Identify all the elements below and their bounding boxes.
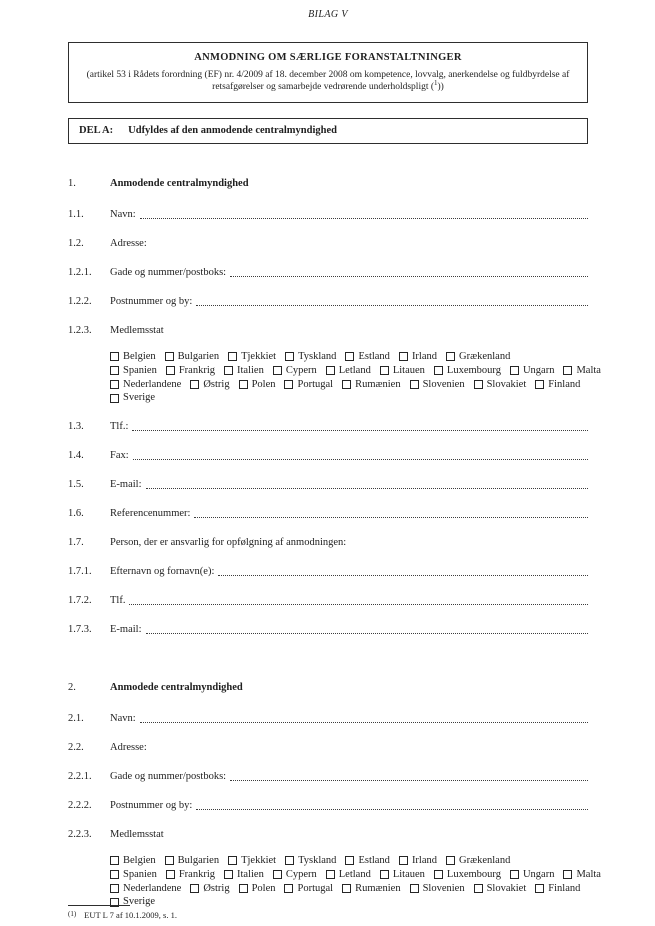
member-state-option[interactable]: [110, 882, 181, 896]
member-state-option[interactable]: [342, 378, 401, 392]
member-state-option[interactable]: [380, 364, 425, 378]
member-state-label: Spanien: [123, 364, 157, 376]
member-state-option[interactable]: [535, 378, 580, 392]
field-label: Postnummer og by:: [110, 800, 193, 811]
field-number: 1.2.1.: [68, 267, 92, 278]
checkbox-icon: [342, 884, 351, 893]
checkbox-icon: [410, 884, 419, 893]
member-state-option[interactable]: [474, 882, 527, 896]
field-number: 1.3.: [68, 421, 84, 432]
member-state-option[interactable]: [273, 364, 317, 378]
member-state-label: Grækenland: [459, 351, 511, 362]
form-field-row: [68, 828, 588, 841]
part-a-label: DEL A:: [79, 125, 114, 136]
checkbox-icon: [399, 352, 408, 361]
member-state-label: Tyskland: [298, 855, 337, 866]
field-number: 1.1.: [68, 209, 84, 220]
member-state-option[interactable]: [326, 868, 371, 882]
member-state-option[interactable]: [224, 868, 264, 882]
checkbox-icon: [434, 366, 443, 375]
member-state-option[interactable]: [563, 868, 601, 882]
checkbox-icon: [434, 870, 443, 879]
member-state-label: Tyskland: [298, 351, 337, 362]
checkbox-icon: [326, 870, 335, 879]
part-a-instruction: Udfyldes af den anmodende centralmyndighed: [128, 125, 337, 136]
checkbox-icon: [380, 870, 389, 879]
member-state-option[interactable]: [228, 350, 276, 364]
checkbox-line: [110, 350, 588, 364]
member-state-label: Polen: [251, 882, 276, 894]
field-number: 1.4.: [68, 450, 84, 461]
field-label: Tlf.:: [110, 421, 129, 432]
field-label: E-mail:: [110, 479, 142, 490]
dotted-entry-field: [129, 604, 588, 605]
form-field-row: [68, 623, 588, 636]
form-title: ANMODNING OM SÆRLIGE FORANSTALTNINGER: [194, 52, 462, 63]
field-label: E-mail:: [110, 624, 142, 635]
checkbox-icon: [380, 366, 389, 375]
checkbox-icon: [110, 366, 119, 375]
member-state-option[interactable]: [563, 364, 601, 378]
field-number: 1.7.1.: [68, 566, 92, 577]
member-state-option[interactable]: [535, 882, 580, 896]
dotted-entry-field: [218, 575, 588, 576]
checkbox-icon: [510, 366, 519, 375]
member-state-label: Malta: [576, 868, 601, 880]
checkbox-icon: [166, 870, 175, 879]
member-state-label: Østrig: [203, 882, 230, 894]
part-a-box: [68, 118, 588, 144]
checkbox-icon: [510, 870, 519, 879]
member-state-label: Italien: [237, 364, 264, 376]
form-title-box: [68, 42, 588, 103]
member-state-label: Belgien: [123, 351, 156, 362]
member-state-label: Luxembourg: [446, 868, 501, 880]
member-state-option[interactable]: [110, 350, 156, 364]
field-number: 1.2.3.: [68, 325, 92, 336]
field-label: Efternavn og fornavn(e):: [110, 566, 215, 577]
checkbox-icon: [446, 352, 455, 361]
field-number: 1.7.3.: [68, 624, 92, 635]
field-number: 2.2.3.: [68, 829, 92, 840]
member-state-option[interactable]: [166, 364, 215, 378]
member-state-option[interactable]: [474, 378, 527, 392]
member-state-label: Slovakiet: [486, 378, 527, 390]
member-state-option[interactable]: [342, 882, 401, 896]
member-state-option[interactable]: [166, 868, 215, 882]
checkbox-icon: [273, 366, 282, 375]
member-state-label: Cypern: [285, 364, 317, 376]
dotted-entry-field: [196, 809, 588, 810]
footnote: [68, 905, 588, 921]
dotted-entry-field: [132, 430, 588, 431]
member-state-label: Irland: [411, 351, 438, 362]
field-label: Person, der er ansvarlig for opfølgning af anmodningen:: [110, 537, 347, 548]
checkbox-line: [110, 364, 601, 378]
section-number: 1.: [68, 178, 76, 189]
checkbox-icon: [535, 884, 544, 893]
member-state-option[interactable]: [380, 868, 425, 882]
member-state-label: Ungarn: [522, 364, 555, 376]
checkbox-icon: [110, 394, 119, 403]
member-state-option[interactable]: [239, 882, 276, 896]
form-field-row: [68, 741, 588, 754]
field-number: 1.2.2.: [68, 296, 92, 307]
member-state-label: Frankrig: [178, 868, 215, 880]
member-state-label: Irland: [411, 855, 438, 866]
member-state-label: Frankrig: [178, 364, 215, 376]
member-state-label: Slovenien: [422, 882, 465, 894]
member-state-label: Tjekkiet: [241, 351, 277, 362]
member-state-label: Italien: [237, 868, 264, 880]
section-heading: [68, 681, 588, 694]
member-state-label: Rumænien: [355, 882, 401, 894]
form-field-row: [68, 324, 588, 337]
checkbox-icon: [190, 884, 199, 893]
member-state-option[interactable]: [165, 350, 219, 364]
member-state-option[interactable]: [110, 854, 156, 868]
field-number: 2.2.1.: [68, 771, 92, 782]
member-state-option[interactable]: [110, 868, 157, 882]
checkbox-line: [110, 391, 588, 405]
checkbox-icon: [110, 856, 119, 865]
member-state-option[interactable]: [285, 854, 336, 868]
checkbox-icon: [110, 884, 119, 893]
form-field-row: [68, 712, 588, 725]
checkbox-icon: [285, 856, 294, 865]
dotted-entry-field: [133, 459, 588, 460]
field-label: Gade og nummer/postboks:: [110, 771, 227, 782]
member-state-label: Østrig: [203, 378, 230, 390]
checkbox-icon: [410, 380, 419, 389]
member-state-label: Portugal: [297, 882, 334, 894]
field-number: 1.7.: [68, 537, 84, 548]
member-state-label: Litauen: [392, 868, 425, 880]
field-number: 2.2.: [68, 742, 84, 753]
checkbox-icon: [284, 380, 293, 389]
member-state-option[interactable]: [190, 882, 229, 896]
checkbox-icon: [239, 380, 248, 389]
member-state-option[interactable]: [165, 854, 219, 868]
checkbox-icon: [345, 856, 354, 865]
field-label: Postnummer og by:: [110, 296, 193, 307]
member-state-option[interactable]: [110, 378, 181, 392]
member-state-label: Polen: [251, 378, 276, 390]
field-label: Gade og nummer/postboks:: [110, 267, 227, 278]
member-state-option[interactable]: [510, 364, 555, 378]
dotted-entry-field: [146, 633, 589, 634]
member-state-option[interactable]: [228, 854, 276, 868]
checkbox-icon: [166, 366, 175, 375]
member-state-option[interactable]: [446, 854, 510, 868]
member-state-label: Grækenland: [459, 855, 511, 866]
member-state-option[interactable]: [410, 378, 465, 392]
checkbox-icon: [273, 870, 282, 879]
form-field-row: [68, 565, 588, 578]
member-state-option[interactable]: [510, 868, 555, 882]
checkbox-icon: [326, 366, 335, 375]
form-section: [68, 177, 601, 636]
field-label: Fax:: [110, 450, 129, 461]
member-state-label: Malta: [576, 364, 601, 376]
footnote-marker: (1): [68, 910, 77, 918]
member-state-label: Estland: [358, 351, 390, 362]
form-field-row: [68, 266, 588, 279]
form-field-row: [68, 295, 588, 308]
field-label: Navn:: [110, 713, 136, 724]
member-state-option[interactable]: [239, 378, 276, 392]
checkbox-icon: [165, 352, 174, 361]
member-state-option[interactable]: [284, 882, 333, 896]
member-state-label: Letland: [338, 868, 371, 880]
footnote-text: EUT L 7 af 10.1.2009, s. 1.: [84, 910, 177, 920]
form-field-row: [68, 478, 588, 491]
dotted-entry-field: [230, 780, 588, 781]
member-state-checkbox-group: [110, 350, 601, 405]
checkbox-line: [110, 378, 588, 392]
field-number: 1.7.2.: [68, 595, 92, 606]
field-label: Referencenummer:: [110, 508, 191, 519]
field-number: 2.2.2.: [68, 800, 92, 811]
member-state-option[interactable]: [434, 364, 501, 378]
dotted-entry-field: [140, 218, 588, 219]
member-state-label: Finland: [548, 882, 581, 894]
checkbox-line: [110, 854, 588, 868]
checkbox-line: [110, 882, 588, 896]
field-number: 1.2.: [68, 238, 84, 249]
field-label: Medlemsstat: [110, 325, 164, 336]
member-state-option[interactable]: [399, 350, 437, 364]
form-field-row: [68, 237, 588, 250]
member-state-label: Bulgarien: [177, 351, 220, 362]
form-subtitle-text: (artikel 53 i Rådets forordning (EF) nr. 4/2009 af 18. december 2008 om kompetence, lovvalg, anerkendelse og fuldbyrdelse af retsafgørelser og samarbejde vedrørende underholdspligt (: [86, 70, 570, 92]
member-state-option[interactable]: [284, 378, 333, 392]
member-state-option[interactable]: [285, 350, 336, 364]
field-label: Adresse:: [110, 742, 147, 753]
section-title: Anmodede centralmyndighed: [110, 682, 243, 693]
member-state-label: Portugal: [297, 378, 334, 390]
checkbox-icon: [165, 856, 174, 865]
dotted-entry-field: [140, 722, 588, 723]
member-state-label: Cypern: [285, 868, 317, 880]
member-state-option[interactable]: [399, 854, 437, 868]
checkbox-icon: [224, 870, 233, 879]
checkbox-icon: [228, 856, 237, 865]
footnote-rule: [68, 905, 130, 906]
checkbox-icon: [110, 352, 119, 361]
member-state-label: Sverige: [123, 896, 156, 908]
checkbox-icon: [224, 366, 233, 375]
dotted-entry-field: [194, 517, 588, 518]
member-state-label: Rumænien: [355, 378, 401, 390]
form-field-row: [68, 770, 588, 783]
member-state-option[interactable]: [110, 364, 157, 378]
checkbox-icon: [563, 870, 572, 879]
member-state-option[interactable]: [446, 350, 510, 364]
form-subtitle-close: )): [437, 82, 444, 92]
footnote-reference: 1: [434, 78, 438, 87]
checkbox-icon: [474, 380, 483, 389]
checkbox-icon: [190, 380, 199, 389]
checkbox-icon: [110, 870, 119, 879]
field-label: Medlemsstat: [110, 829, 164, 840]
member-state-label: Belgien: [123, 855, 156, 866]
section-number: 2.: [68, 682, 76, 693]
member-state-option[interactable]: [190, 378, 229, 392]
checkbox-icon: [474, 884, 483, 893]
field-number: 2.1.: [68, 713, 84, 724]
annex-heading: BILAG V: [308, 9, 348, 20]
checkbox-icon: [342, 380, 351, 389]
member-state-label: Estland: [358, 855, 390, 866]
checkbox-icon: [285, 352, 294, 361]
field-label: Adresse:: [110, 238, 147, 249]
member-state-label: Finland: [548, 378, 581, 390]
form-subtitle: [82, 69, 574, 93]
checkbox-icon: [345, 352, 354, 361]
checkbox-icon: [284, 884, 293, 893]
checkbox-icon: [228, 352, 237, 361]
section-title: Anmodende centralmyndighed: [110, 178, 249, 189]
form-field-row: [68, 594, 588, 607]
form-field-row: [68, 507, 588, 520]
member-state-label: Tjekkiet: [241, 855, 277, 866]
form-sections: [68, 177, 601, 909]
member-state-option[interactable]: [110, 391, 155, 405]
checkbox-icon: [446, 856, 455, 865]
section-heading: [68, 177, 588, 190]
field-label: Navn:: [110, 209, 136, 220]
checkbox-icon: [399, 856, 408, 865]
member-state-label: Ungarn: [522, 868, 555, 880]
checkbox-line: [110, 868, 601, 882]
member-state-option[interactable]: [326, 364, 371, 378]
member-state-label: Slovenien: [422, 378, 465, 390]
checkbox-icon: [563, 366, 572, 375]
form-field-row: [68, 449, 588, 462]
checkbox-icon: [239, 884, 248, 893]
form-field-row: [68, 208, 588, 221]
member-state-label: Letland: [338, 364, 371, 376]
member-state-label: Nederlandene: [123, 882, 182, 894]
member-state-label: Spanien: [123, 868, 157, 880]
member-state-label: Nederlandene: [123, 378, 182, 390]
member-state-option[interactable]: [410, 882, 465, 896]
member-state-label: Bulgarien: [177, 855, 220, 866]
form-section: [68, 681, 601, 909]
member-state-checkbox-group: [110, 854, 601, 909]
member-state-label: Slovakiet: [486, 882, 527, 894]
field-number: 1.5.: [68, 479, 84, 490]
member-state-label: Luxembourg: [446, 364, 501, 376]
member-state-option[interactable]: [345, 854, 390, 868]
member-state-label: Sverige: [123, 392, 156, 404]
checkbox-icon: [535, 380, 544, 389]
member-state-option[interactable]: [345, 350, 390, 364]
field-number: 1.6.: [68, 508, 84, 519]
member-state-option[interactable]: [273, 868, 317, 882]
checkbox-icon: [110, 380, 119, 389]
form-field-row: [68, 420, 588, 433]
member-state-option[interactable]: [434, 868, 501, 882]
dotted-entry-field: [230, 276, 588, 277]
form-field-row: [68, 799, 588, 812]
member-state-label: Litauen: [392, 364, 425, 376]
form-field-row: [68, 536, 588, 549]
field-label: Tlf.: [110, 595, 126, 606]
member-state-option[interactable]: [224, 364, 264, 378]
dotted-entry-field: [196, 305, 588, 306]
dotted-entry-field: [146, 488, 589, 489]
